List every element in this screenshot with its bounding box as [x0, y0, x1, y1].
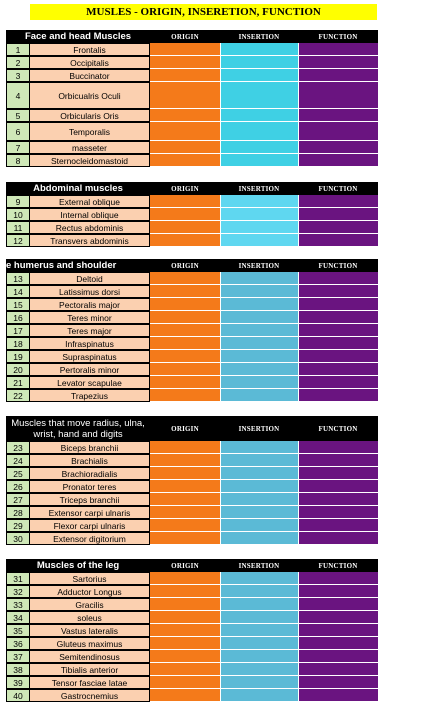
insertion-cell[interactable] [220, 480, 298, 493]
function-cell[interactable] [298, 285, 378, 298]
muscle-name: Teres major [30, 324, 150, 337]
insertion-cell[interactable] [220, 69, 298, 82]
table-row [6, 598, 378, 611]
table-row [6, 324, 378, 337]
insertion-cell[interactable] [220, 324, 298, 337]
table-row [6, 650, 378, 663]
insertion-cell[interactable] [220, 454, 298, 467]
insertion-cell[interactable] [220, 195, 298, 208]
row-number: 5 [6, 109, 30, 122]
origin-cell[interactable] [150, 56, 220, 69]
table-row [6, 585, 378, 598]
table-row [6, 272, 378, 285]
origin-cell[interactable] [150, 350, 220, 363]
function-cell[interactable] [298, 208, 378, 221]
origin-cell[interactable] [150, 650, 220, 663]
function-cell[interactable] [298, 441, 378, 454]
row-number: 2 [6, 56, 30, 69]
row-number: 31 [6, 572, 30, 585]
row-number: 24 [6, 454, 30, 467]
table-row [6, 154, 378, 167]
function-cell[interactable] [298, 598, 378, 611]
insertion-cell[interactable] [220, 376, 298, 389]
insertion-cell[interactable] [220, 208, 298, 221]
muscle-name: Sartorius [30, 572, 150, 585]
origin-header: ORIGIN [171, 184, 199, 193]
insertion-cell[interactable] [220, 506, 298, 519]
table-row [6, 480, 378, 493]
function-cell[interactable] [298, 154, 378, 167]
table-row [6, 663, 378, 676]
muscle-name: Internal oblique [30, 208, 150, 221]
table-row [6, 676, 378, 689]
origin-header: ORIGIN [171, 32, 199, 41]
origin-header: ORIGIN [171, 561, 199, 570]
section-header [6, 559, 378, 572]
origin-cell[interactable] [150, 676, 220, 689]
muscle-name: Trapezius [30, 389, 150, 402]
origin-cell[interactable] [150, 109, 220, 122]
table-row [6, 285, 378, 298]
section-leg [6, 559, 378, 702]
table-row [6, 195, 378, 208]
function-header: FUNCTION [318, 561, 358, 570]
insertion-cell[interactable] [220, 234, 298, 247]
function-cell[interactable] [298, 532, 378, 545]
muscle-name: External oblique [30, 195, 150, 208]
row-number: 25 [6, 467, 30, 480]
row-number: 6 [6, 122, 30, 141]
origin-cell[interactable] [150, 43, 220, 56]
function-cell[interactable] [298, 611, 378, 624]
table-row [6, 109, 378, 122]
table-row [6, 363, 378, 376]
muscle-name: Buccinator [30, 69, 150, 82]
function-cell[interactable] [298, 298, 378, 311]
insertion-cell[interactable] [220, 493, 298, 506]
origin-cell[interactable] [150, 389, 220, 402]
function-cell[interactable] [298, 637, 378, 650]
table-row [6, 454, 378, 467]
origin-cell[interactable] [150, 572, 220, 585]
function-cell[interactable] [298, 141, 378, 154]
section-header [6, 416, 378, 441]
origin-cell[interactable] [150, 637, 220, 650]
row-number: 21 [6, 376, 30, 389]
function-header: FUNCTION [318, 424, 358, 433]
function-header: FUNCTION [318, 261, 358, 270]
function-cell[interactable] [298, 221, 378, 234]
muscle-name: Gracilis [30, 598, 150, 611]
origin-cell[interactable] [150, 532, 220, 545]
table-row [6, 69, 378, 82]
insertion-cell[interactable] [220, 676, 298, 689]
insertion-cell[interactable] [220, 441, 298, 454]
origin-cell[interactable] [150, 324, 220, 337]
table-row [6, 389, 378, 402]
origin-cell[interactable] [150, 337, 220, 350]
function-cell[interactable] [298, 337, 378, 350]
section-title: Abdominal muscles [33, 183, 123, 194]
origin-cell[interactable] [150, 663, 220, 676]
muscle-name: Levator scapulae [30, 376, 150, 389]
insertion-header: INSERTION [238, 561, 280, 570]
muscle-name: Extensor carpi ulnaris [30, 506, 150, 519]
insertion-header: INSERTION [238, 32, 280, 41]
muscle-name: Transvers abdominis [30, 234, 150, 247]
table-row [6, 141, 378, 154]
origin-cell[interactable] [150, 441, 220, 454]
page-title: MUSLES - ORIGIN, INSERETION, FUNCTION [30, 4, 377, 20]
origin-header: ORIGIN [171, 261, 199, 270]
function-cell[interactable] [298, 663, 378, 676]
muscle-name: Rectus abdominis [30, 221, 150, 234]
origin-cell[interactable] [150, 154, 220, 167]
origin-cell[interactable] [150, 689, 220, 702]
table-row [6, 234, 378, 247]
origin-cell[interactable] [150, 298, 220, 311]
section-face-head [6, 30, 378, 167]
row-number: 17 [6, 324, 30, 337]
function-cell[interactable] [298, 467, 378, 480]
function-cell[interactable] [298, 122, 378, 141]
origin-cell[interactable] [150, 585, 220, 598]
function-cell[interactable] [298, 389, 378, 402]
origin-cell[interactable] [150, 195, 220, 208]
function-cell[interactable] [298, 272, 378, 285]
origin-cell[interactable] [150, 480, 220, 493]
muscle-name: Teres minor [30, 311, 150, 324]
table-row [6, 689, 378, 702]
function-cell[interactable] [298, 572, 378, 585]
table-row [6, 82, 378, 109]
function-cell[interactable] [298, 350, 378, 363]
row-number: 34 [6, 611, 30, 624]
table-row [6, 493, 378, 506]
row-number: 38 [6, 663, 30, 676]
table-row [6, 298, 378, 311]
muscle-name: Infraspinatus [30, 337, 150, 350]
function-header: FUNCTION [318, 32, 358, 41]
origin-cell[interactable] [150, 624, 220, 637]
row-number: 40 [6, 689, 30, 702]
insertion-cell[interactable] [220, 637, 298, 650]
insertion-cell[interactable] [220, 56, 298, 69]
table-row [6, 337, 378, 350]
muscle-name: Brachioradialis [30, 467, 150, 480]
insertion-cell[interactable] [220, 311, 298, 324]
muscle-name: Frontalis [30, 43, 150, 56]
origin-cell[interactable] [150, 122, 220, 141]
row-number: 10 [6, 208, 30, 221]
insertion-cell[interactable] [220, 363, 298, 376]
function-cell[interactable] [298, 624, 378, 637]
origin-cell[interactable] [150, 272, 220, 285]
section-header [6, 259, 378, 272]
row-number: 29 [6, 519, 30, 532]
function-cell[interactable] [298, 480, 378, 493]
table-row [6, 311, 378, 324]
muscle-name: Gastrocnemius [30, 689, 150, 702]
table-row [6, 441, 378, 454]
insertion-cell[interactable] [220, 598, 298, 611]
insertion-cell[interactable] [220, 43, 298, 56]
insertion-header: INSERTION [238, 184, 280, 193]
muscle-name: Semitendinosus [30, 650, 150, 663]
row-number: 30 [6, 532, 30, 545]
insertion-cell[interactable] [220, 389, 298, 402]
origin-cell[interactable] [150, 493, 220, 506]
insertion-cell[interactable] [220, 272, 298, 285]
muscle-name: Supraspinatus [30, 350, 150, 363]
table-row [6, 506, 378, 519]
insertion-cell[interactable] [220, 298, 298, 311]
function-cell[interactable] [298, 376, 378, 389]
origin-cell[interactable] [150, 467, 220, 480]
muscle-name: Orbicualris Oculi [30, 82, 150, 109]
row-number: 26 [6, 480, 30, 493]
function-cell[interactable] [298, 519, 378, 532]
table-row [6, 467, 378, 480]
origin-cell[interactable] [150, 234, 220, 247]
insertion-cell[interactable] [220, 122, 298, 141]
section-title: e humerus and shoulder [6, 260, 117, 271]
row-number: 4 [6, 82, 30, 109]
function-cell[interactable] [298, 82, 378, 109]
row-number: 18 [6, 337, 30, 350]
function-cell[interactable] [298, 363, 378, 376]
row-number: 23 [6, 441, 30, 454]
origin-cell[interactable] [150, 376, 220, 389]
insertion-cell[interactable] [220, 650, 298, 663]
insertion-cell[interactable] [220, 611, 298, 624]
table-row [6, 572, 378, 585]
table-row [6, 532, 378, 545]
origin-cell[interactable] [150, 506, 220, 519]
row-number: 22 [6, 389, 30, 402]
muscle-name: Gluteus maximus [30, 637, 150, 650]
row-number: 11 [6, 221, 30, 234]
insertion-cell[interactable] [220, 532, 298, 545]
section-title: Muscles that move radius, ulna, wrist, hand and digits [11, 417, 145, 440]
function-cell[interactable] [298, 506, 378, 519]
muscle-name: masseter [30, 141, 150, 154]
table-row [6, 56, 378, 69]
table-row [6, 43, 378, 56]
insertion-cell[interactable] [220, 572, 298, 585]
row-number: 39 [6, 676, 30, 689]
insertion-cell[interactable] [220, 221, 298, 234]
function-cell[interactable] [298, 195, 378, 208]
row-number: 1 [6, 43, 30, 56]
insertion-cell[interactable] [220, 141, 298, 154]
section-title: Muscles of the leg [36, 560, 120, 571]
function-cell[interactable] [298, 454, 378, 467]
muscle-name: soleus [30, 611, 150, 624]
function-cell[interactable] [298, 689, 378, 702]
origin-cell[interactable] [150, 611, 220, 624]
row-number: 27 [6, 493, 30, 506]
row-number: 16 [6, 311, 30, 324]
row-number: 14 [6, 285, 30, 298]
muscle-name: Pertoralis minor [30, 363, 150, 376]
row-number: 35 [6, 624, 30, 637]
muscle-name: Sternocleidomastoid [30, 154, 150, 167]
row-number: 37 [6, 650, 30, 663]
insertion-cell[interactable] [220, 467, 298, 480]
section-arm-hand [6, 416, 378, 545]
origin-cell[interactable] [150, 82, 220, 109]
function-cell[interactable] [298, 69, 378, 82]
table-row [6, 122, 378, 141]
muscle-name: Deltoid [30, 272, 150, 285]
insertion-cell[interactable] [220, 663, 298, 676]
section-abdominal [6, 182, 378, 247]
table-row [6, 208, 378, 221]
row-number: 15 [6, 298, 30, 311]
table-row [6, 611, 378, 624]
muscle-name: Latissimus dorsi [30, 285, 150, 298]
origin-cell[interactable] [150, 285, 220, 298]
function-cell[interactable] [298, 585, 378, 598]
muscle-name: Flexor carpi ulnaris [30, 519, 150, 532]
row-number: 32 [6, 585, 30, 598]
insertion-cell[interactable] [220, 285, 298, 298]
origin-cell[interactable] [150, 519, 220, 532]
muscle-name: Pronator teres [30, 480, 150, 493]
table-row [6, 376, 378, 389]
function-cell[interactable] [298, 234, 378, 247]
row-number: 13 [6, 272, 30, 285]
function-cell[interactable] [298, 324, 378, 337]
function-cell[interactable] [298, 43, 378, 56]
origin-cell[interactable] [150, 69, 220, 82]
muscle-name: Tensor fasciae latae [30, 676, 150, 689]
insertion-cell[interactable] [220, 82, 298, 109]
insertion-cell[interactable] [220, 109, 298, 122]
muscle-name: Triceps branchii [30, 493, 150, 506]
function-cell[interactable] [298, 493, 378, 506]
row-number: 12 [6, 234, 30, 247]
origin-cell[interactable] [150, 221, 220, 234]
insertion-cell[interactable] [220, 585, 298, 598]
table-row [6, 519, 378, 532]
insertion-cell[interactable] [220, 624, 298, 637]
muscle-name: Orbicularis Oris [30, 109, 150, 122]
origin-cell[interactable] [150, 454, 220, 467]
row-number: 28 [6, 506, 30, 519]
origin-cell[interactable] [150, 363, 220, 376]
function-cell[interactable] [298, 109, 378, 122]
section-title: Face and head Muscles [24, 31, 132, 42]
table-row [6, 350, 378, 363]
row-number: 7 [6, 141, 30, 154]
row-number: 19 [6, 350, 30, 363]
muscle-name: Tibialis anterior [30, 663, 150, 676]
muscle-name: Vastus lateralis [30, 624, 150, 637]
origin-cell[interactable] [150, 141, 220, 154]
row-number: 36 [6, 637, 30, 650]
section-header [6, 30, 378, 43]
origin-cell[interactable] [150, 208, 220, 221]
function-header: FUNCTION [318, 184, 358, 193]
insertion-cell[interactable] [220, 154, 298, 167]
section-header [6, 182, 378, 195]
insertion-header: INSERTION [238, 261, 280, 270]
muscle-name: Occipitalis [30, 56, 150, 69]
function-cell[interactable] [298, 311, 378, 324]
origin-cell[interactable] [150, 311, 220, 324]
insertion-cell[interactable] [220, 689, 298, 702]
muscle-name: Extensor digitorium [30, 532, 150, 545]
row-number: 8 [6, 154, 30, 167]
origin-header: ORIGIN [171, 424, 199, 433]
insertion-cell[interactable] [220, 350, 298, 363]
table-row [6, 221, 378, 234]
origin-cell[interactable] [150, 598, 220, 611]
insertion-header: INSERTION [238, 424, 280, 433]
section-humerus-shoulder [6, 259, 378, 402]
row-number: 20 [6, 363, 30, 376]
row-number: 3 [6, 69, 30, 82]
function-cell[interactable] [298, 56, 378, 69]
function-cell[interactable] [298, 676, 378, 689]
function-cell[interactable] [298, 650, 378, 663]
muscle-name: Pectoralis major [30, 298, 150, 311]
muscle-name: Brachialis [30, 454, 150, 467]
muscle-name: Adductor Longus [30, 585, 150, 598]
insertion-cell[interactable] [220, 337, 298, 350]
table-row [6, 624, 378, 637]
muscle-name: Temporalis [30, 122, 150, 141]
muscle-name: Biceps branchii [30, 441, 150, 454]
row-number: 9 [6, 195, 30, 208]
row-number: 33 [6, 598, 30, 611]
insertion-cell[interactable] [220, 519, 298, 532]
table-row [6, 637, 378, 650]
